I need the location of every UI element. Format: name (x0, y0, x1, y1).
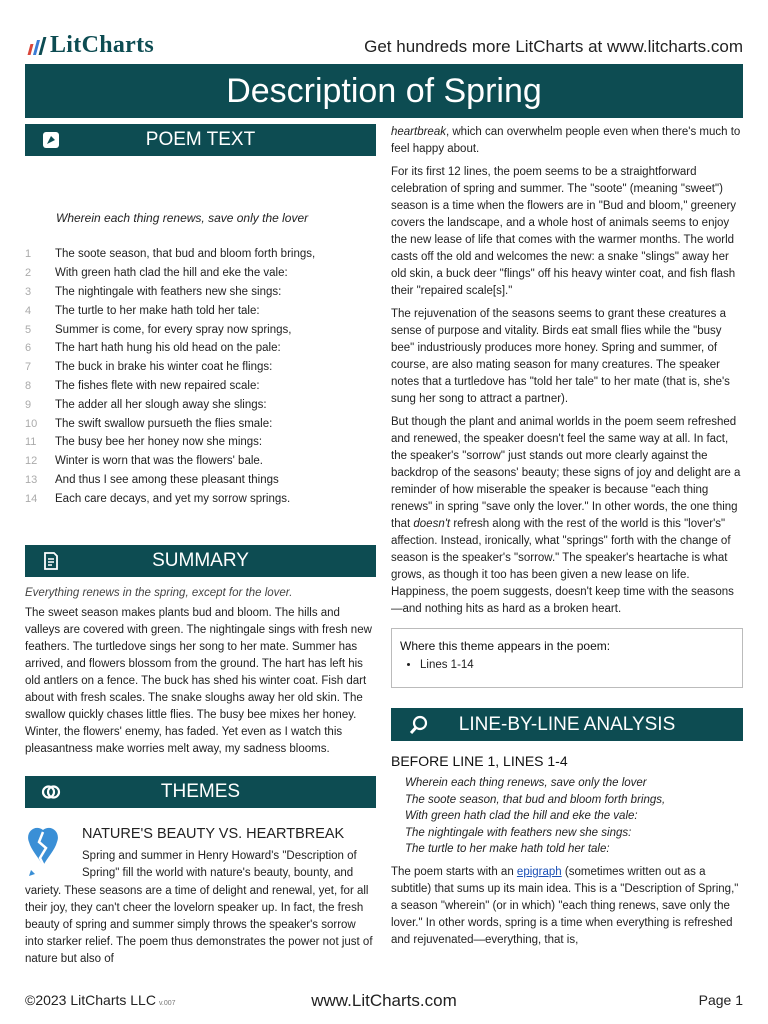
line-number: 12 (25, 455, 38, 468)
theme-paragraph-3: The rejuvenation of the seasons seems to grant these creatures a sense of purpose and vitality. Birds eat small flies while the "busy bee" industriously produces more honey. Spring and summer, of course, are also mating season for many creatures. The speaker notes that a turtledove has "told her tale" to her mate (that is, she's sung her song to attract a partner). (391, 308, 730, 405)
line-text: Winter is worn that was the flowers' bale. (55, 455, 263, 468)
quoted-line: The turtle to her make hath told her tale: (405, 843, 610, 856)
left-column (25, 124, 376, 966)
note-icon (41, 130, 61, 150)
poem-line (25, 471, 376, 490)
poem-lines (25, 245, 376, 508)
quoted-line: The soote season, that bud and bloom forth brings, (405, 793, 666, 806)
copyright: ©2023 LitCharts LLC v.007 (25, 992, 176, 1008)
line-number: 8 (25, 379, 32, 392)
themes-header (25, 776, 376, 808)
line-text: Summer is come, for every spray now springs, (55, 323, 292, 336)
page-number: Page 1 (698, 992, 743, 1008)
lines-heading: BEFORE LINE 1, LINES 1-4 (391, 753, 568, 769)
poem-line (25, 339, 376, 358)
line-text: The adder all her slough away she slings: (55, 398, 267, 411)
quoted-line: Wherein each thing renews, save only the lover (405, 777, 647, 789)
line-number: 6 (25, 342, 32, 355)
version-label: v.007 (158, 1000, 176, 1007)
line-by-line-header (391, 708, 743, 741)
analysis-paragraph: The poem starts with an epigraph (sometimes written out as a subtitle) that sums up its main idea. This is a "Description of Spring," a season "wherein" (or in which) "each thing renews, save only the lover." In other words, spring is a time when everything is refreshed and rejuvenated—everything, that is, (391, 865, 739, 946)
line-number: 1 (25, 248, 32, 261)
line-number: 10 (25, 417, 38, 430)
footer (25, 990, 743, 1012)
line-text: And thus I see among these pleasant things (55, 473, 279, 486)
line-text: The fishes flete with new repaired scale: (55, 379, 260, 392)
line-number: 3 (25, 285, 32, 298)
poem-line (25, 245, 376, 264)
poem-line (25, 452, 376, 471)
line-text: Each care decays, and yet my sorrow springs. (55, 492, 291, 505)
footer-site-link[interactable]: www.LitCharts.com (311, 991, 457, 1010)
summary-header (25, 545, 376, 577)
line-number: 9 (25, 398, 32, 411)
theme-paragraph-4: But though the plant and animal worlds in the poem seem refreshed and renewed, the speaker doesn't feel the same way at all. In fact, the speaker's "sorrow" just stands out more clearly against the backdrop of the seasons' beauty; these signs of joy and delight are a reminder of how miserable the speaker is because "each thing renews" in spring "save only the lover." In other words, the one thing that doesn't refresh along with the rest of the world is this "lover's" affection. Instead, ironically, what "springs" forth with the change of season is the speaker's "sorrow." The speaker's heartache is what grows, as though it too has been given a new lease on life. Happiness, the poem suggests, doesn't keep time with the seasons—and nothing hits as hard as a broken heart. (391, 416, 741, 615)
logo-text: LitCharts (50, 32, 155, 58)
line-text: The buck in brake his winter coat he flings: (55, 361, 273, 374)
line-text: The nightingale with feathers new she sings: (55, 285, 282, 298)
theme-appears-box (391, 628, 743, 688)
rings-icon (41, 782, 61, 802)
poem-line (25, 414, 376, 433)
theme-paragraph-1: heartbreak, which can overwhelm people even when there's much to feel happy about. (391, 126, 741, 155)
line-text: The soote season, that bud and bloom forth brings, (55, 248, 316, 261)
theme-block (25, 826, 376, 966)
epigraph: Wherein each thing renews, save only the lover (56, 211, 309, 225)
theme-title: NATURE'S BEAUTY VS. HEARTBREAK (82, 826, 345, 843)
line-number: 13 (25, 473, 38, 486)
tagline: Get hundreds more LitCharts at www.litcharts.com (364, 37, 743, 56)
line-by-line-title: LINE-BY-LINE ANALYSIS (458, 713, 676, 735)
poem-line (25, 283, 376, 302)
line-number: 7 (25, 361, 32, 374)
poem-line (25, 264, 376, 283)
line-number: 4 (25, 304, 32, 317)
poem-text-title: POEM TEXT (145, 129, 256, 150)
right-column (391, 124, 743, 955)
poem-line (25, 395, 376, 414)
theme-paragraph-2: For its first 12 lines, the poem seems to be a straightforward celebration of spring and summer. The "soote" (meaning "sweet") season is a time when the flowers are in "Bud and bloom," greenery covers the landscape, and a whole host of animals seems to enjoy the new lease of life that comes with the warmer months. The world casts off the old and welcomes the new: a snake "slings" away her old skin, a buck deer "flings" off his heavy winter coat, and fish flash their "repaired scale[s]." (391, 166, 737, 297)
poem-line (25, 489, 376, 508)
top-bar (25, 30, 743, 64)
poem-line (25, 301, 376, 320)
line-text: The hart hath hung his old head on the pale: (55, 342, 281, 355)
document-title: Description of Spring (25, 64, 743, 118)
quoted-line: With green hath clad the hill and eke the vale: (405, 810, 638, 823)
line-text: With green hath clad the hill and eke the vale: (55, 267, 288, 280)
magnifier-icon (409, 715, 429, 735)
logo-bars-icon (29, 37, 44, 55)
themes-title: THEMES (160, 781, 241, 803)
line-text: The busy bee her honey now she mings: (55, 436, 263, 449)
litcharts-logo[interactable] (29, 32, 154, 59)
theme-appears-item[interactable]: • Lines 1-14 (420, 659, 734, 671)
poem-line (25, 433, 376, 452)
theme-body: Spring and summer in Henry Howard's "Description of Spring" fill the world with nature's beauty, bounty, and variety. These seasons are a time of delight and renewal, yet, for all their joy, they can't cheer the lovelorn speaker up. In fact, the fresh beauty of spring and summer simply throws the speaker's sorrow into starker relief. The poem thus demonstrates the power not just of nature but also of (25, 850, 373, 966)
epigraph-link[interactable]: epigraph (516, 865, 562, 878)
document-icon (41, 551, 61, 571)
line-number: 5 (25, 323, 32, 336)
quoted-line: The nightingale with feathers new she sings: (405, 826, 632, 839)
line-number: 11 (25, 436, 37, 449)
poem-line (25, 358, 376, 377)
summary-title: SUMMARY (152, 550, 249, 572)
theme-appears-title: Where this theme appears in the poem: (400, 639, 611, 653)
line-number: 14 (25, 492, 38, 505)
quoted-lines (405, 775, 743, 858)
poem-line (25, 320, 376, 339)
summary-tagline: Everything renews in the spring, except for the lover. (25, 587, 293, 600)
summary-body: The sweet season makes plants bud and bloom. The hills and valleys are covered with green. The nightingale sings with fresh new feathers. The turtledove sings her song to her mate. Summer has arrived, and flowers blossom from the ground. The hart has left his old antlers on a fence. The buck has shed his winter coat. Fish dart about with fresh scales. The snake sloughs away her old skin. The swallow quickly chases little flies. The busy bee mixes her honey. Winter, the flowers' enemy, has faded. Yet even as I watch this pleasantness make worries melt away, my sadness blooms. (25, 607, 372, 756)
line-number: 2 (25, 267, 32, 280)
poem-line (25, 377, 376, 396)
line-text: The swift swallow pursueth the flies smale: (55, 417, 273, 430)
line-text: The turtle to her make hath told her tale: (55, 304, 260, 317)
poem-text-header (25, 124, 376, 156)
